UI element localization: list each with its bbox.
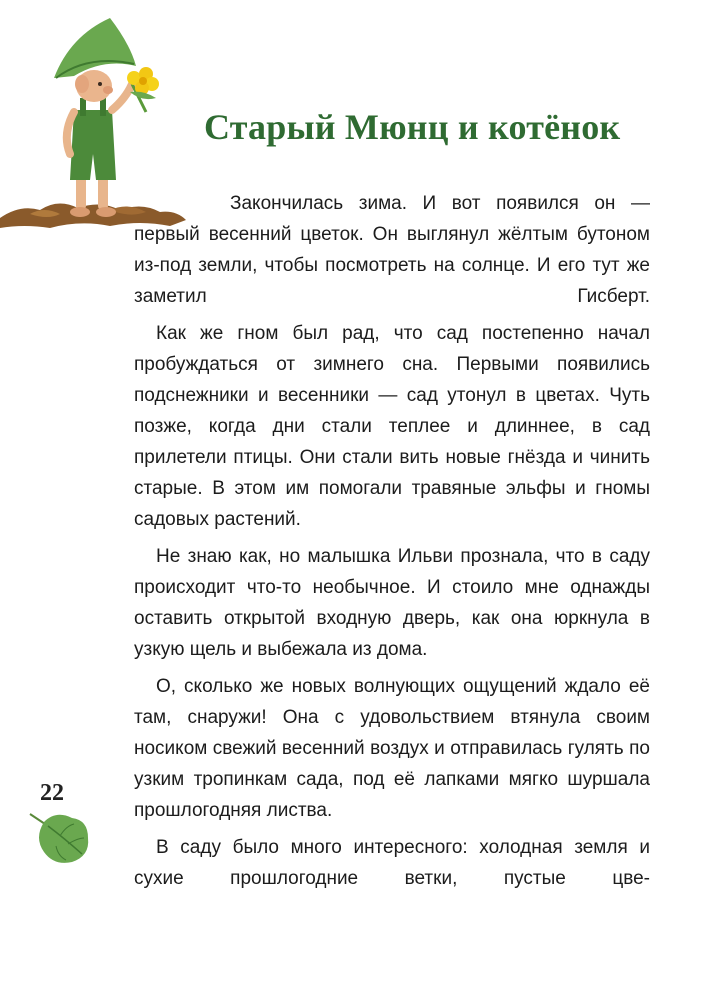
body-text xyxy=(134,188,650,900)
paragraph: Как же гном был рад, что сад постепенно начал пробуждаться от зимнего сна. Первыми появились подснежники и весенники — сад утонул в цветах. Чуть позже, когда дни стали теплее и длиннее, в сад прилетели птицы. Они стали вить новые гнёзда и чинить старые. В этом им помогали травяные эльфы и гномы садовых растений. xyxy=(134,323,650,530)
paragraph: О, сколько же новых волнующих ощущений ждало её там, снаружи! Она с удовольствием втянула своим носиком свежий весенний воздух и отправилась гулять по узким тропинкам сада, под её лапками мягко шуршала прошлогодняя листва. xyxy=(134,676,650,821)
paragraph: Не знаю как, но малышка Ильви прознала, что в саду происходит что-то необычное. И стоило мне однажды оставить открытой входную дверь, как она юркнула в узкую щель и выбежала из дома. xyxy=(134,546,650,660)
green-leaf-icon xyxy=(26,808,92,866)
paragraph: В саду было много интересного: холодная земля и сухие прошлогодние ветки, пустые цве- xyxy=(134,837,650,889)
page-number: 22 xyxy=(40,780,64,806)
paragraph: Закончилась зима. И вот появился он — первый весенний цветок. Он выглянул жёлтым бутоном из-под земли, чтобы посмотреть на солнце. И его тут же заметил Гисберт. xyxy=(134,193,650,307)
page-title: Старый Мюнц и котёнок xyxy=(204,107,621,147)
